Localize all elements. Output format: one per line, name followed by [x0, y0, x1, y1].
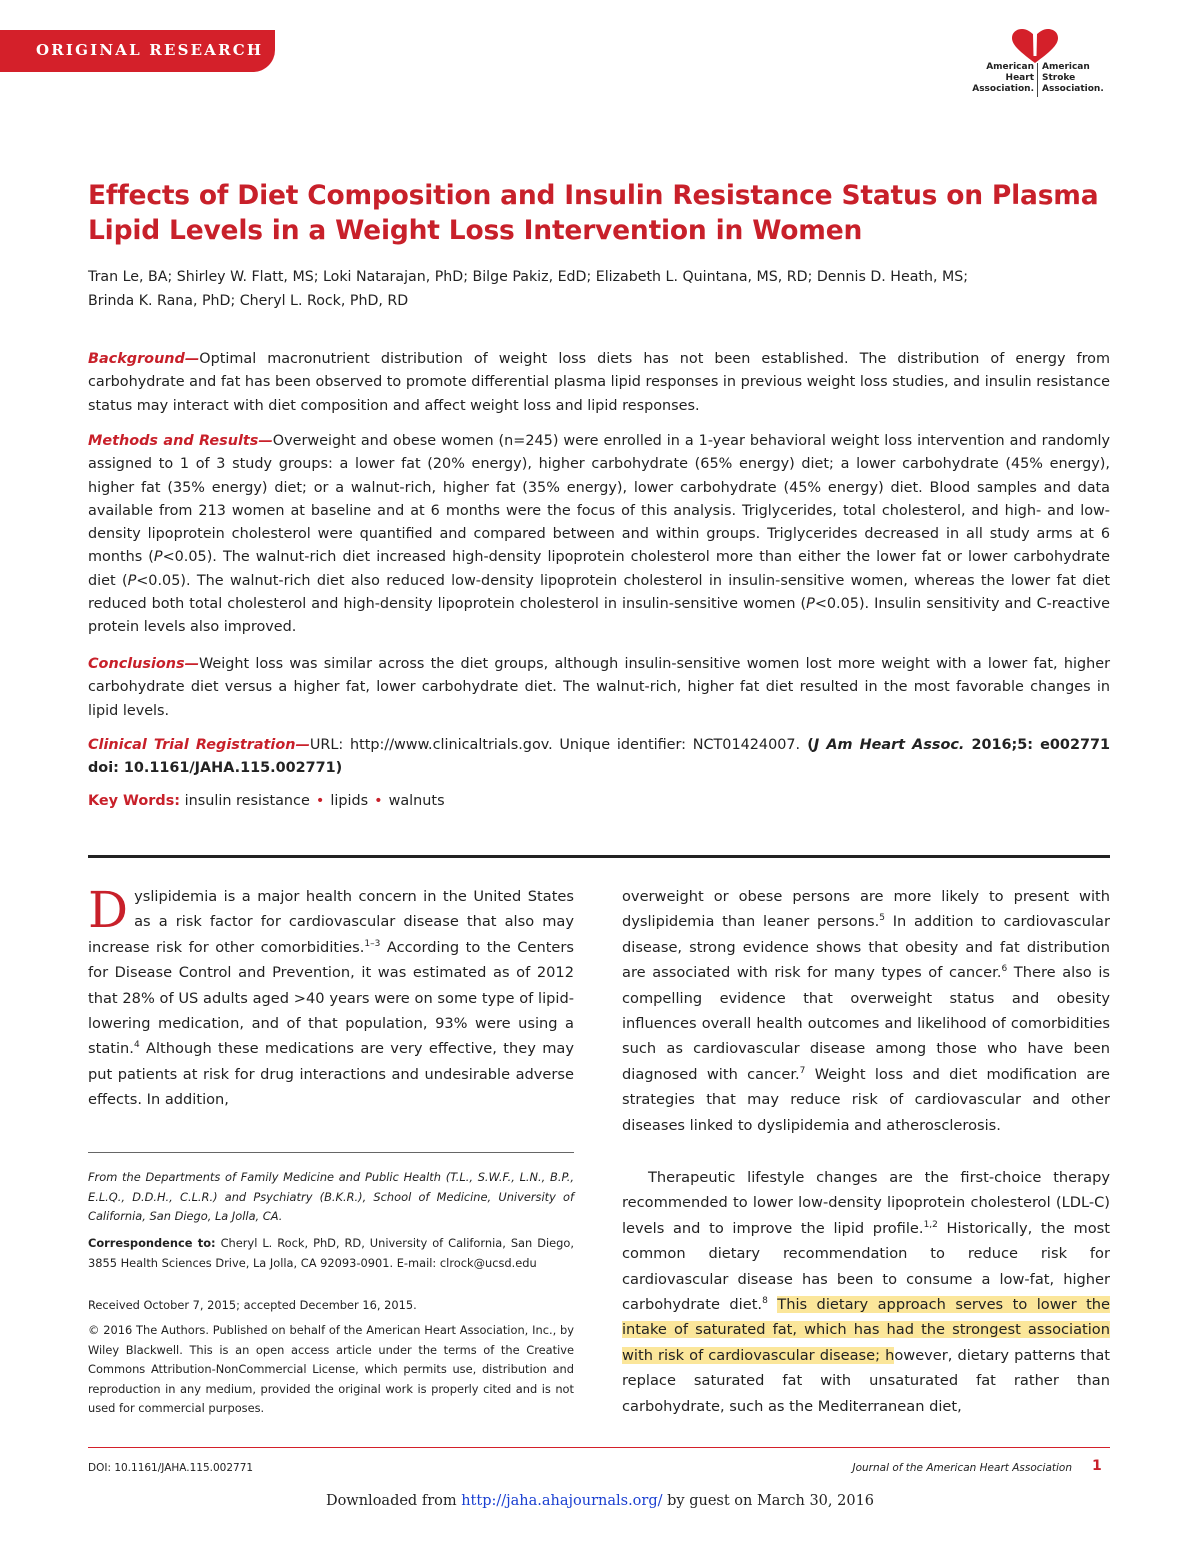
reference-marker[interactable]: 1,2: [923, 1219, 938, 1230]
author-list: [88, 265, 1118, 313]
footnote-received: Received October 7, 2015; accepted December 16, 2015.: [88, 1298, 417, 1312]
abstract-methods-label: Methods and Results—: [88, 433, 273, 449]
aha-logo-text: [950, 62, 1034, 95]
abstract-methods-text: <0.05). The walnut-rich diet also reduced low-density lipoprotein cholesterol in insulin-sensitive women, whereas the lower fat diet reduced both total cholesterol and high-density lipoprotein cholesterol in insulin-sensitive women (: [88, 572, 1110, 613]
reference-marker[interactable]: 4: [133, 1040, 140, 1051]
body-text: Although these medications are very effective, they may put patients at risk for drug interactions and undesirable adverse effects. In addition,: [88, 1040, 574, 1109]
keyword: walnuts: [388, 793, 445, 809]
body-column-left: [88, 881, 574, 1113]
body-text: There also is compelling evidence that overweight status and obesity influences overall health outcomes and likelihood of comorbidities such as cardiovascular disease among those who have been diagnosed with cancer.: [622, 964, 1111, 1083]
abstract-conclusions-label: Conclusions—: [88, 656, 199, 672]
reference-marker[interactable]: 8: [762, 1296, 768, 1307]
p-value-symbol: P: [127, 572, 137, 589]
p-value-symbol: P: [806, 596, 815, 613]
abstract-background-text: Optimal macronutrient distribution of weight loss diets has not been established. The distribution of energy from carbohydrate and fat has been observed to promote differential plasma lipid responses in previous weight loss studies, and insulin resistance status may interact with diet composition and affect weight loss and lipid responses.: [88, 351, 1110, 414]
key-words-label: Key Words:: [88, 793, 181, 809]
bullet-icon: •: [315, 793, 325, 809]
logo-divider: [1037, 63, 1038, 97]
abstract-methods-results: [88, 430, 1110, 640]
reference-marker[interactable]: 7: [799, 1065, 806, 1076]
article-title: Effects of Diet Composition and Insulin Resistance Status on Plasma Lipid Levels in a Weight Loss Intervention in Women: [88, 180, 1099, 246]
download-notice: [0, 1493, 1200, 1509]
abstract-background: [88, 348, 1110, 418]
aha-logo-line: American: [986, 62, 1034, 72]
p-value-symbol: P: [153, 549, 163, 566]
trial-registration-label: Clinical Trial Registration—: [88, 737, 310, 753]
asa-logo-text: [1042, 62, 1122, 95]
footer-doi: DOI: 10.1161/JAHA.115.002771: [88, 1462, 254, 1474]
correspondence-label: Correspondence to:: [88, 1236, 216, 1250]
footnote-license: © 2016 The Authors. Published on behalf of the American Heart Association, Inc., by Wiley Blackwell. This is an open access article under the terms of the Creative Commons Attribution-NonCommercial License, which permits use, distribution and reproduction in any medium, provided the original work is properly cited and is not used for commercial purposes.: [88, 1323, 574, 1415]
footer-journal: Journal of the American Heart Association: [852, 1462, 1072, 1474]
reference-marker[interactable]: 5: [879, 913, 885, 924]
body-text: Therapeutic lifestyle changes are the first-choice therapy recommended to lower low-density lipoprotein cholesterol (LDL-C) levels and to improve the lipid profile.: [622, 1169, 1110, 1237]
page-number: 1: [1092, 1458, 1102, 1474]
abstract-conclusions: [88, 653, 1110, 723]
body-paragraph-therapeutic: [622, 1165, 1110, 1419]
section-banner-label: ORIGINAL RESEARCH: [36, 41, 264, 59]
aha-logo-line: Heart: [1005, 73, 1034, 83]
footnote-divider: [88, 1152, 574, 1153]
abstract-methods-text: <0.05). Insulin sensitivity and C-reactive protein levels also improved.: [88, 596, 1110, 636]
asa-logo-line: Stroke: [1042, 73, 1076, 83]
footer-divider: [88, 1447, 1110, 1448]
heart-torch-icon: [1010, 28, 1060, 64]
download-link[interactable]: http://jaha.ahajournals.org/: [461, 1493, 663, 1509]
abstract-trial-registration: [88, 734, 1110, 781]
author-line: Tran Le, BA; Shirley W. Flatt, MS; Loki Natarajan, PhD; Bilge Pakiz, EdD; Elizabeth L. Quintana, MS, RD; Dennis D. Heath, MS;: [88, 269, 968, 285]
citation-journal: J Am Heart Assoc.: [813, 737, 965, 753]
body-text: yslipidemia is a major health concern in the United States as a risk factor for cardiovascular disease that also may increase risk for other comorbidities.: [88, 888, 574, 956]
footnote-affiliations: From the Departments of Family Medicine and Public Health (T.L., S.W.F., L.N., B.P., E.L.Q., D.D.H., C.L.R.) and Psychiatry (B.K.R.), School of Medicine, University of California, San Diego, La Jolla, CA.: [88, 1170, 574, 1223]
correspondence-text: Cheryl L. Rock, PhD, RD, University of California, San Diego, 3855 Health Sciences Drive, La Jolla, CA 92093-0901. E-mail: clrock@ucsd.edu: [88, 1236, 574, 1270]
body-text: According to the Centers for Disease Control and Prevention, it was estimated as of 2012 that 28% of US adults aged >40 years were on some type of lipid-lowering medication, and of that population, 93% were using a statin.: [88, 938, 574, 1058]
abstract-conclusions-text: Weight loss was similar across the diet groups, although insulin-sensitive women lost more weight with a lower fat, higher carbohydrate diet versus a higher fat, lower carbohydrate diet. The walnut-rich, higher fat diet resulted in the most favorable changes in lipid levels.: [88, 656, 1110, 719]
author-line: Brinda K. Rana, PhD; Cheryl L. Rock, PhD, RD: [88, 293, 409, 309]
download-suffix: by guest on March 30, 2016: [662, 1493, 875, 1509]
aha-logo-line: Association.: [972, 84, 1034, 94]
footnote-correspondence: [88, 1234, 574, 1273]
body-text: In addition to cardiovascular disease, strong evidence shows that obesity and fat distribution are associated with risk for many types of cancer.: [622, 913, 1111, 982]
bullet-icon: •: [374, 793, 383, 809]
body-text: overweight or obese persons are more likely to present with dyslipidemia than leaner persons.: [622, 888, 1110, 931]
abstract-background-label: Background—: [88, 351, 200, 367]
trial-registration-link[interactable]: URL: http://www.clinicaltrials.gov. Unique identifier: NCT01424007.: [309, 737, 801, 753]
abstract-methods-text: <0.05). The walnut-rich diet increased high-density lipoprotein cholesterol more than either the lower fat or lower carbohydrate diet (: [88, 549, 1110, 589]
reference-marker[interactable]: 1–3: [364, 938, 381, 949]
key-words: [88, 793, 445, 809]
abstract-methods-text: Overweight and obese women (n=245) were enrolled in a 1-year behavioral weight loss intervention and randomly assigned to 1 of 3 study groups: a lower fat (20% energy), higher carbohydrate (65% energy) diet; a lower carbohydrate (45% energy), higher fat (35% energy) diet; or a walnut-rich, higher fat (35% energy), lower carbohydrate (45% energy) diet. Blood samples and data available from 213 women at baseline and at 6 months were the focus of this analysis. Triglycerides, total cholesterol, and high- and low-density lipoprotein cholesterol were quantified and compared between and within groups. Triglycerides decreased in all study arms at 6 months (: [88, 433, 1111, 566]
citation-details: 2016;5: e002771 doi: 10.1161/JAHA.115.002771): [88, 737, 1110, 777]
drop-cap: D: [88, 881, 129, 939]
keyword: insulin resistance: [184, 793, 310, 809]
asa-logo-line: American: [1042, 62, 1090, 72]
body-text: [768, 1296, 777, 1313]
body-text: owever, dietary patterns that replace saturated fat with unsaturated fat rather than carbohydrate, such as the Mediterranean diet,: [622, 1346, 1110, 1415]
body-column-right: [622, 884, 1110, 1138]
download-prefix: Downloaded from: [325, 1493, 462, 1509]
reference-marker[interactable]: 6: [1001, 964, 1008, 975]
citation-open: (: [800, 737, 814, 753]
highlighted-text[interactable]: This dietary approach serves to lower the intake of saturated fat, which has had the strongest association with risk of cardiovascular disease; h: [622, 1296, 1111, 1364]
asa-logo-line: Association.: [1042, 84, 1104, 94]
section-divider: [88, 855, 1110, 858]
body-text: Historically, the most common dietary recommendation to reduce risk for cardiovascular disease has been to consume a low-fat, higher carbohydrate diet.: [622, 1219, 1110, 1314]
keyword: lipids: [330, 793, 369, 809]
body-text: Weight loss and diet modification are strategies that may reduce risk of cardiovascular and other diseases linked to dyslipidemia and atherosclerosis.: [622, 1065, 1110, 1134]
